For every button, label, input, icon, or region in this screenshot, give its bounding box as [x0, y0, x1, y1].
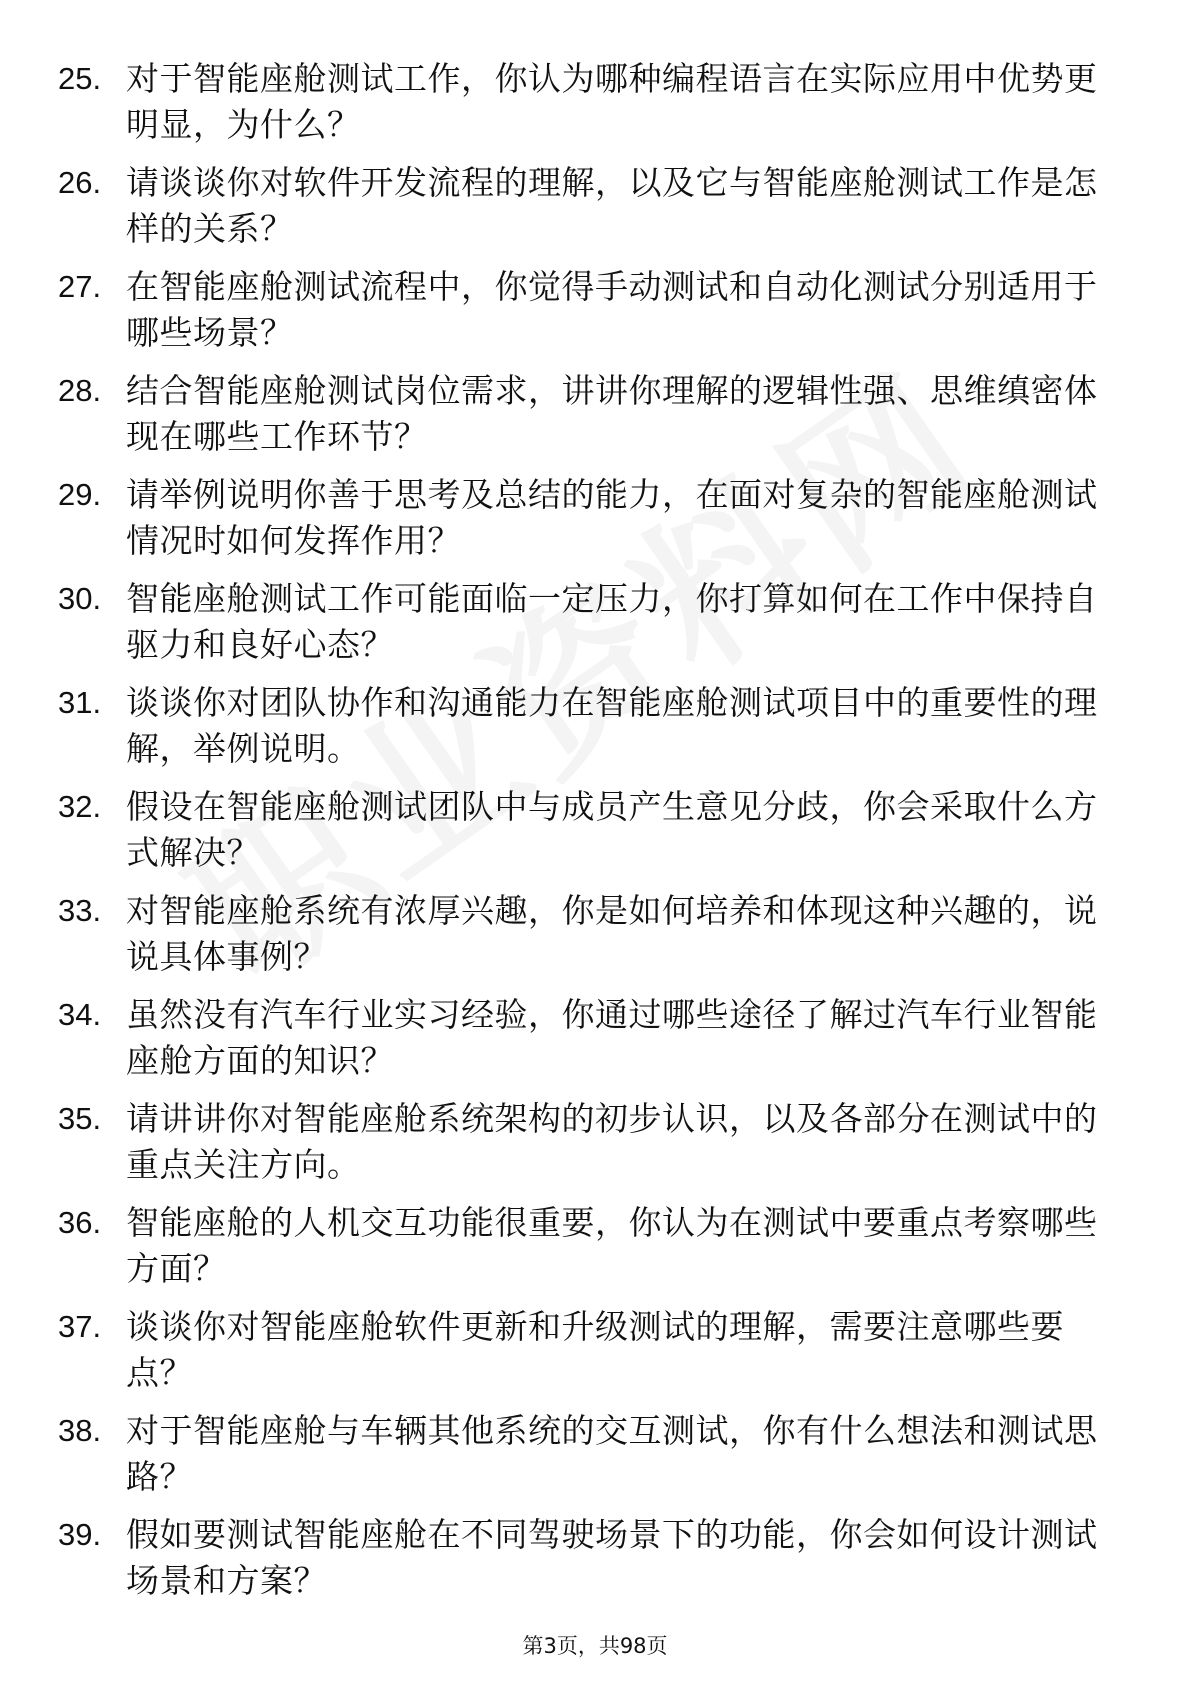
question-number: 28. [58, 373, 102, 408]
question-text: 请讲讲你对智能座舱系统架构的初步认识，以及各部分在测试中的重点关注方向。 [126, 1099, 1098, 1184]
question-text: 智能座舱的人机交互功能很重要，你认为在测试中要重点考察哪些方面？ [126, 1203, 1098, 1288]
list-item [0, 1506, 1190, 1610]
question-number: 32. [58, 789, 102, 824]
question-number: 39. [58, 1517, 102, 1552]
list-item [0, 1402, 1190, 1506]
question-number: 36. [58, 1205, 102, 1240]
question-number: 30. [58, 581, 102, 616]
question-number: 35. [58, 1101, 102, 1136]
question-text: 假如要测试智能座舱在不同驾驶场景下的功能，你会如何设计测试场景和方案？ [126, 1515, 1098, 1600]
page-footer: 第3页，共98页 [522, 1634, 668, 1658]
question-text: 在智能座舱测试流程中，你觉得手动测试和自动化测试分别适用于哪些场景？ [126, 267, 1098, 352]
list-item [0, 674, 1190, 778]
question-number: 27. [58, 269, 102, 304]
question-text: 对智能座舱系统有浓厚兴趣，你是如何培养和体现这种兴趣的，说说具体事例？ [126, 891, 1098, 976]
question-number: 29. [58, 477, 102, 512]
question-text: 对于智能座舱与车辆其他系统的交互测试，你有什么想法和测试思路？ [126, 1411, 1098, 1496]
question-number: 37. [58, 1309, 102, 1344]
list-item [0, 986, 1190, 1090]
question-text: 假设在智能座舱测试团队中与成员产生意见分歧，你会采取什么方式解决？ [126, 787, 1098, 872]
list-item [0, 1298, 1190, 1402]
question-text: 智能座舱测试工作可能面临一定压力，你打算如何在工作中保持自驱力和良好心态？ [126, 579, 1098, 664]
list-item [0, 258, 1190, 362]
question-text: 谈谈你对智能座舱软件更新和升级测试的理解，需要注意哪些要点？ [126, 1307, 1064, 1392]
question-number: 31. [58, 685, 102, 720]
question-text: 谈谈你对团队协作和沟通能力在智能座舱测试项目中的重要性的理解，举例说明。 [126, 683, 1098, 768]
list-item [0, 154, 1190, 258]
question-number: 34. [58, 997, 102, 1032]
question-list [0, 50, 1190, 1610]
question-text: 结合智能座舱测试岗位需求，讲讲你理解的逻辑性强、思维缜密体现在哪些工作环节？ [126, 371, 1098, 456]
question-number: 38. [58, 1413, 102, 1448]
question-number: 25. [58, 61, 102, 96]
list-item [0, 570, 1190, 674]
question-number: 33. [58, 893, 102, 928]
list-item [0, 778, 1190, 882]
question-number: 26. [58, 165, 102, 200]
question-text: 请谈谈你对软件开发流程的理解，以及它与智能座舱测试工作是怎样的关系？ [126, 163, 1098, 248]
list-item [0, 882, 1190, 986]
list-item [0, 362, 1190, 466]
list-item [0, 466, 1190, 570]
list-item [0, 1090, 1190, 1194]
question-text: 虽然没有汽车行业实习经验，你通过哪些途径了解过汽车行业智能座舱方面的知识？ [126, 995, 1098, 1080]
list-item [0, 50, 1190, 154]
list-item [0, 1194, 1190, 1298]
question-text: 对于智能座舱测试工作，你认为哪种编程语言在实际应用中优势更明显，为什么？ [126, 59, 1098, 144]
question-text: 请举例说明你善于思考及总结的能力，在面对复杂的智能座舱测试情况时如何发挥作用？ [126, 475, 1098, 560]
